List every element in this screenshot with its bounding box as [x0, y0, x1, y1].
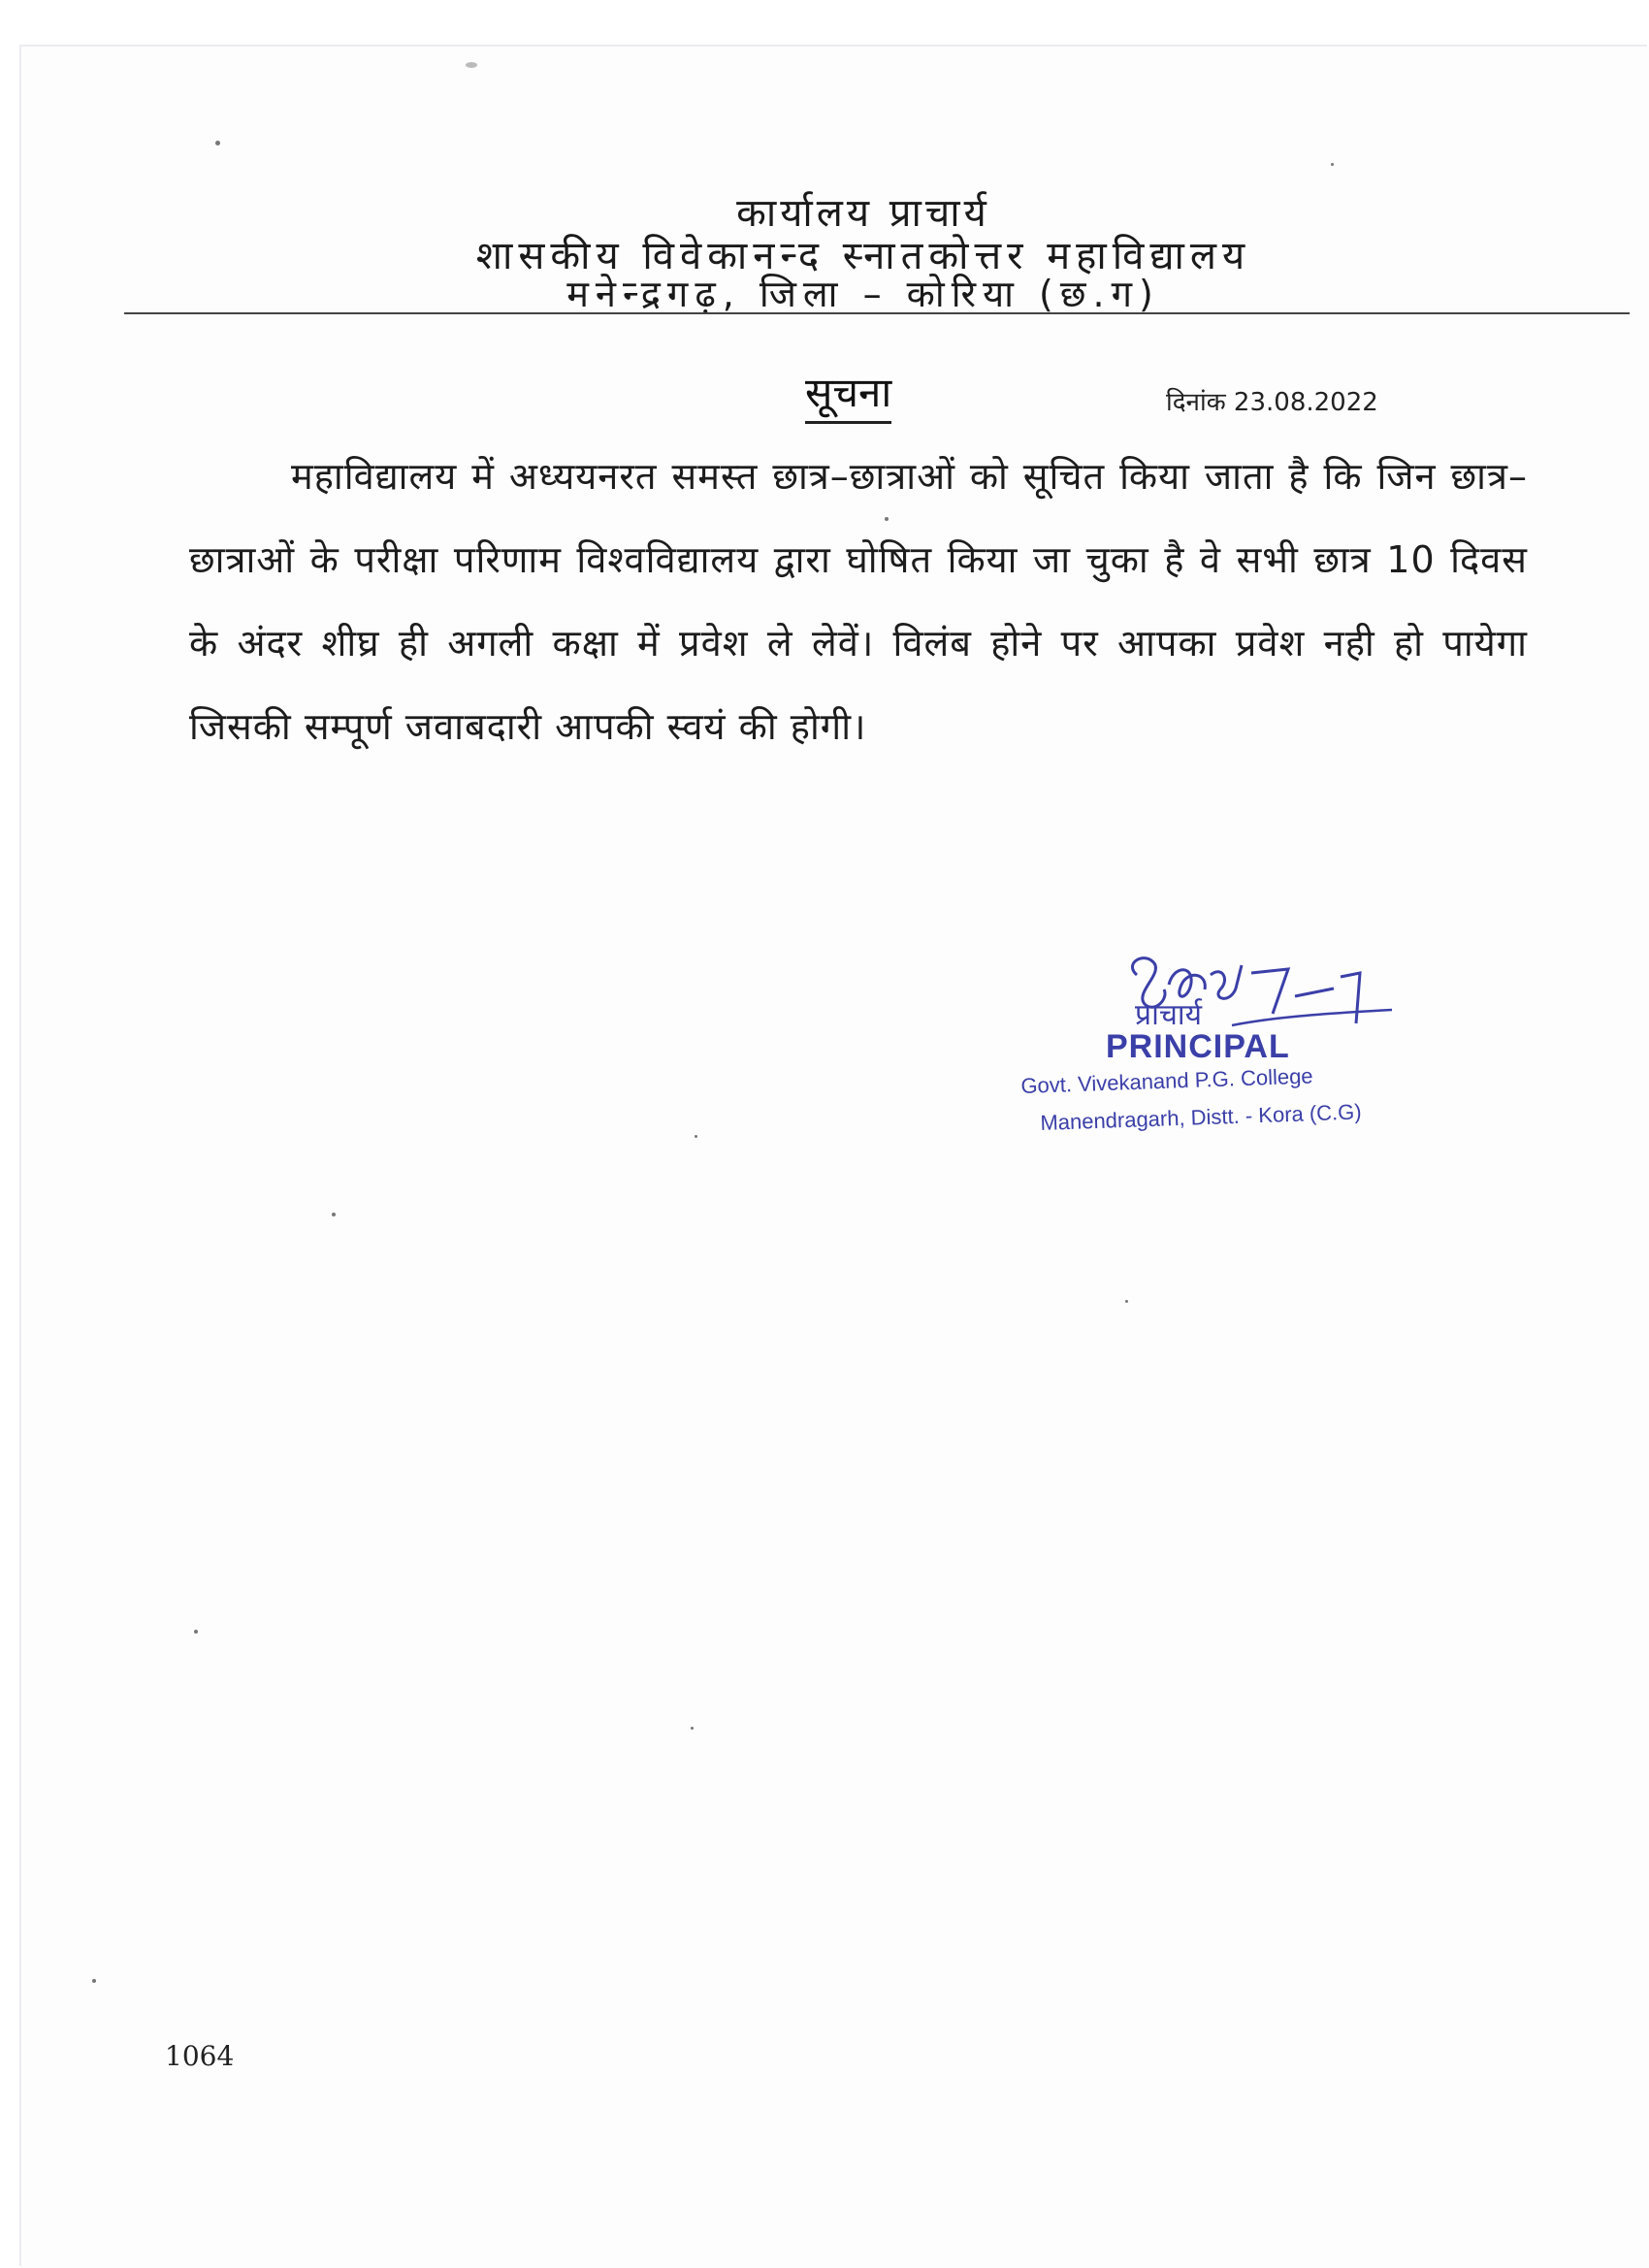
scan-speck — [466, 62, 477, 68]
notice-title: सूचना — [805, 364, 891, 424]
scan-speck — [691, 1727, 694, 1730]
signature-designation: प्राचार्य — [1135, 998, 1203, 1032]
scan-speck — [215, 141, 220, 146]
stamp-title: PRINCIPAL — [1106, 1028, 1290, 1065]
stamp-address: Manendragarh, Distt. - Kora (C.G) — [1040, 1099, 1363, 1135]
college-location: मनेन्द्रगढ़, जिला – कोरिया (छ.ग) — [566, 273, 1160, 315]
notice-body: महाविद्यालय में अध्ययनरत समस्त छात्र–छात्राओं को सूचित किया जाता है कि जिन छात्र–छात्राओं के परीक्षा परिणाम विश्वविद्यालय द्वारा घोषित किया जा चुका है वे सभी छात्र 10 दिवस के अंदर शीघ्र ही अगली कक्षा में प्रवेश ले लेवें। विलंब होने पर आपका प्रवेश नही हो पायेगा जिसकी सम्पूर्ण जवाबदारी आपकी स्वयं की होगी। — [189, 455, 1528, 748]
scan-speck — [1331, 163, 1334, 166]
scan-speck — [1125, 1300, 1128, 1303]
notice-date: दिनांक 23.08.2022 — [1166, 388, 1378, 417]
college-name: शासकीय विवेकानन्द स्नातकोत्तर महाविद्यालय — [475, 234, 1251, 278]
scan-speck — [92, 1979, 96, 1983]
office-heading: कार्यालय प्राचार्य — [736, 191, 990, 236]
scan-speck — [194, 1630, 198, 1634]
stamp-college: Govt. Vivekanand P.G. College — [1020, 1063, 1313, 1098]
scan-speck — [332, 1213, 336, 1216]
header-divider — [124, 312, 1630, 314]
page-number: 1064 — [165, 2040, 235, 2072]
scan-speck — [885, 517, 889, 521]
scan-speck — [695, 1135, 697, 1138]
principal-stamp — [1017, 1014, 1405, 1169]
